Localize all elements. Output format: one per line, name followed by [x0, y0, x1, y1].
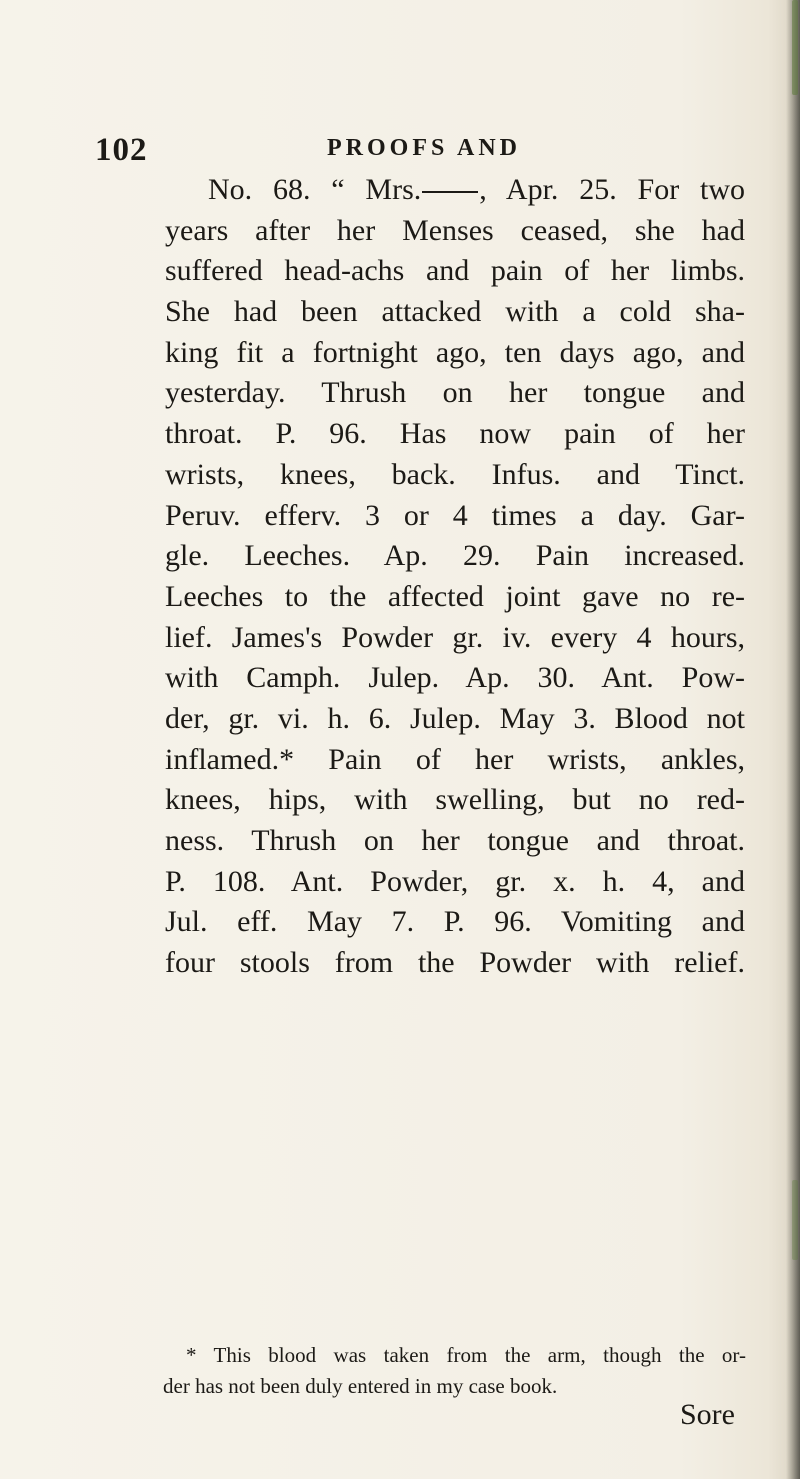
footnote	[163, 1340, 746, 1402]
text-line: P. 108. Ant. Powder, gr. x. h. 4, and	[165, 864, 745, 898]
text-line: lief. James's Powder gr. iv. every 4 hours,	[165, 620, 745, 654]
running-head: PROOFS AND	[327, 135, 522, 161]
text-line: inflamed.* Pain of her wrists, ankles,	[165, 742, 745, 776]
text-line: Peruv. efferv. 3 or 4 times a day. Gar-	[165, 498, 745, 532]
page-edge-stain	[792, 0, 798, 95]
text-line: She had been attacked with a cold sha-	[165, 295, 745, 329]
text-line: four stools from the Powder with relief.	[165, 946, 745, 980]
main-text	[165, 170, 745, 984]
text-line: der, gr. vi. h. 6. Julep. May 3. Blood not	[165, 701, 745, 735]
text-line: gle. Leeches. Ap. 29. Pain increased.	[165, 539, 745, 573]
footnote-line: der has not been duly entered in my case book.	[163, 1374, 558, 1398]
footnote-line: * This blood was taken from the arm, though the or-	[186, 1343, 746, 1367]
name-omission-dash	[422, 191, 478, 193]
text-line: Jul. eff. May 7. P. 96. Vomiting and	[165, 905, 745, 939]
text-line: years after her Menses ceased, she had	[165, 213, 745, 247]
text-line: wrists, knees, back. Infus. and Tinct.	[165, 457, 745, 491]
text-segment: No. 68. “ Mrs.	[208, 173, 422, 206]
text-line: king fit a fortnight ago, ten days ago, and	[165, 335, 745, 369]
text-line: Leeches to the affected joint gave no re-	[165, 579, 745, 613]
text-line: ness. Thrush on her tongue and throat.	[165, 824, 745, 857]
page-edge-stain	[792, 1180, 798, 1260]
text-line: suffered head-achs and pain of her limbs.	[165, 254, 745, 288]
text-line: yesterday. Thrush on her tongue and	[165, 376, 745, 410]
page-header	[0, 132, 800, 172]
text-line: throat. P. 96. Has now pain of her	[165, 417, 745, 451]
text-line	[165, 170, 745, 211]
text-segment: , Apr. 25. For two	[479, 173, 745, 206]
page-number: 102	[95, 132, 148, 168]
catchword: Sore	[680, 1398, 735, 1431]
text-line: knees, hips, with swelling, but no red-	[165, 783, 745, 817]
text-line: with Camph. Julep. Ap. 30. Ant. Pow-	[165, 661, 745, 695]
